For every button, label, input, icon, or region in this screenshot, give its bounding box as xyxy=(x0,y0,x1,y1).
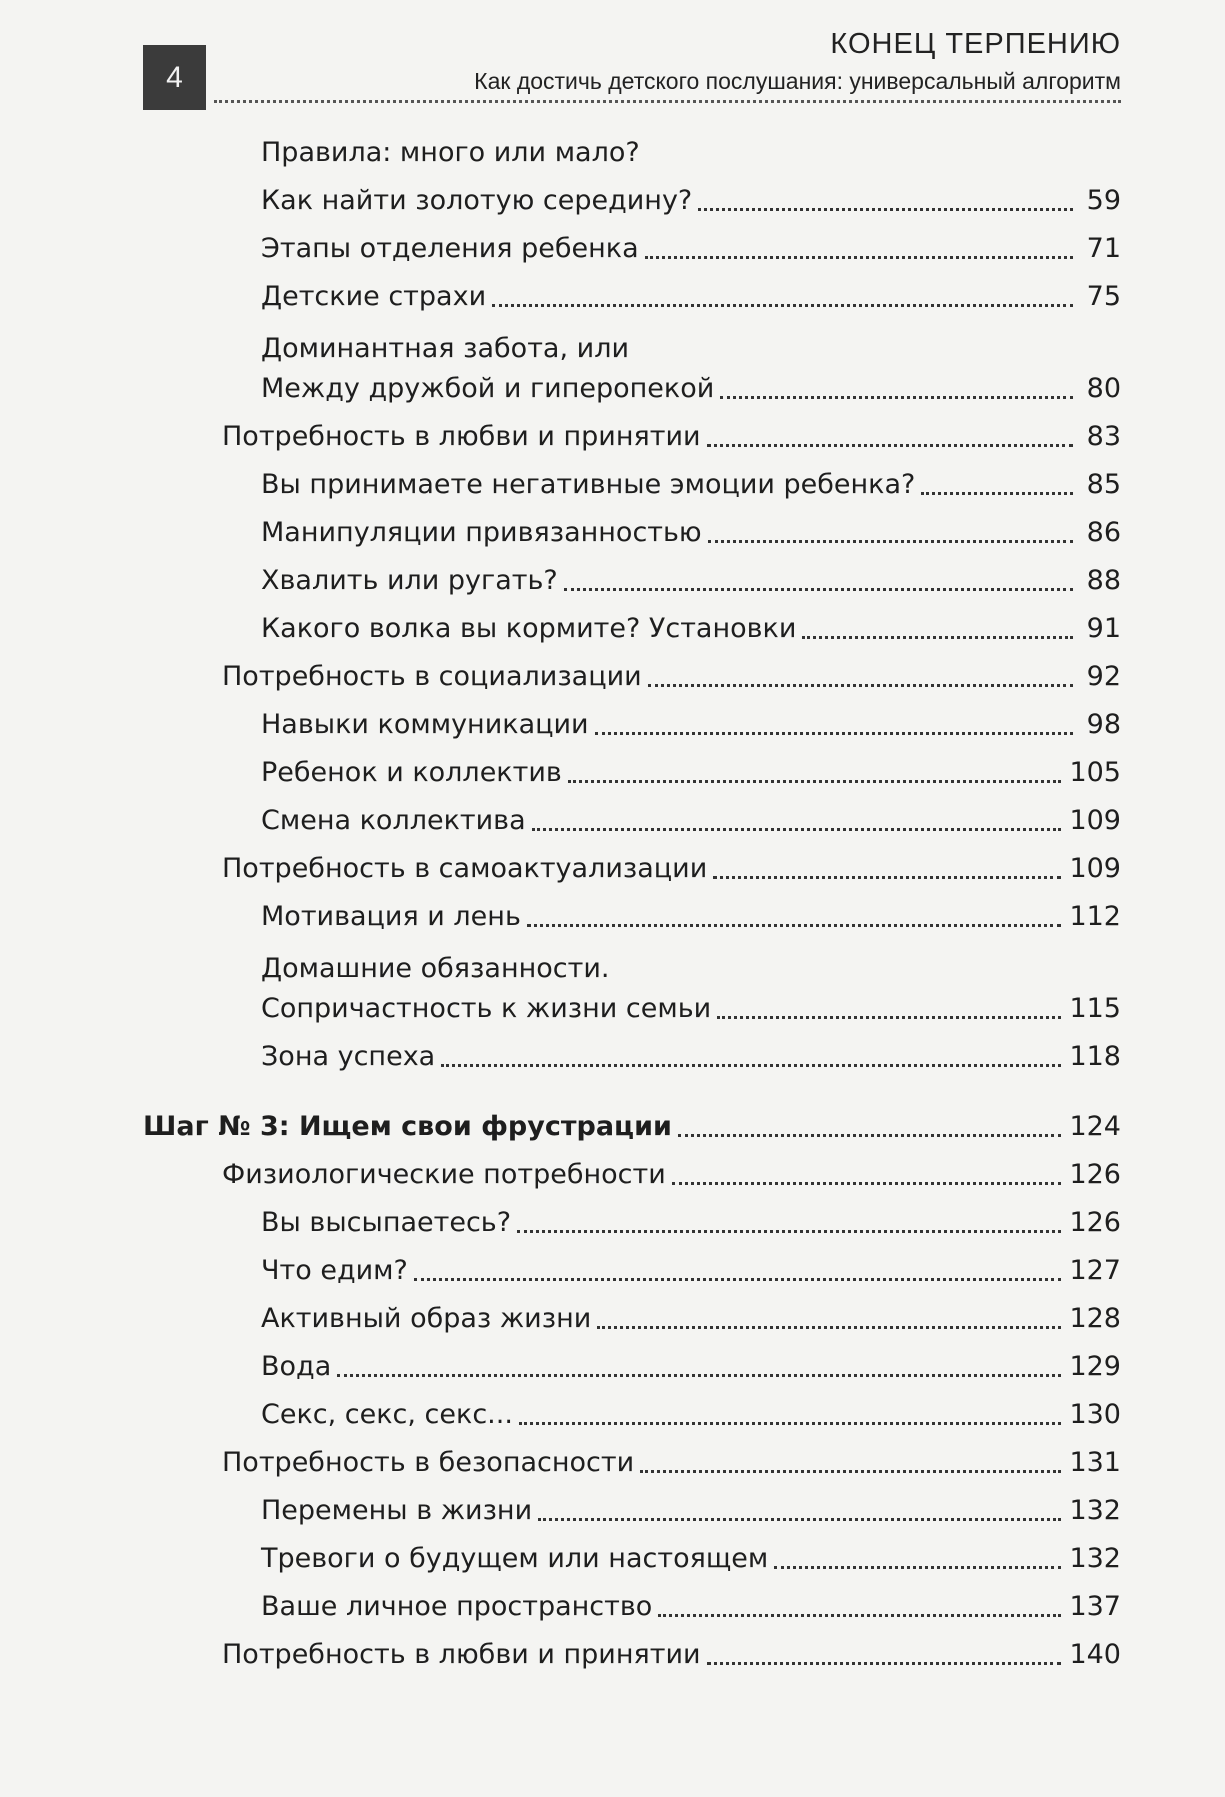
toc-entry-page: 98 xyxy=(1086,709,1121,740)
toc-entry xyxy=(143,1147,1121,1195)
toc-entry-page: 124 xyxy=(1069,1111,1121,1142)
toc-entry-title: Потребность в самоактуализации xyxy=(222,853,708,884)
toc-entry-title: Доминантная забота, или Между дружбой и гиперопекой xyxy=(261,333,715,404)
toc-dot-leader xyxy=(640,1470,1061,1473)
toc-dot-leader xyxy=(538,1518,1061,1521)
toc-entry xyxy=(143,1291,1121,1339)
toc-entry-title: Домашние обязанности. Сопричастность к жизни семьи xyxy=(261,953,712,1024)
toc-entry xyxy=(143,1579,1121,1627)
toc-entry xyxy=(143,1099,1121,1147)
toc-dot-leader xyxy=(595,732,1073,735)
toc-entry-page: 109 xyxy=(1069,805,1121,836)
toc-dot-leader xyxy=(337,1374,1061,1377)
toc-entry xyxy=(143,697,1121,745)
toc-entry-page: 115 xyxy=(1069,993,1121,1024)
toc-entry xyxy=(143,1435,1121,1483)
toc-entry-title: Детские страхи xyxy=(261,281,487,312)
toc-entry-title: Вода xyxy=(261,1351,332,1382)
toc-entry-page: 118 xyxy=(1069,1041,1121,1072)
toc-entry-title: Потребность в любви и принятии xyxy=(222,421,701,452)
toc-entry-title: Как найти золотую середину? xyxy=(261,185,693,216)
toc-dot-leader xyxy=(492,304,1073,307)
toc-entry-page: 83 xyxy=(1086,421,1121,452)
toc-dot-leader xyxy=(708,540,1073,543)
toc-entry-page: 91 xyxy=(1086,613,1121,644)
toc-entry-page: 86 xyxy=(1086,517,1121,548)
toc-entry-title: Хвалить или ругать? xyxy=(261,565,558,596)
toc-dot-leader xyxy=(568,780,1062,783)
toc-entry-page: 112 xyxy=(1069,901,1121,932)
running-title: КОНЕЦ ТЕРПЕНИЮ xyxy=(830,28,1121,60)
toc-entry-page: 129 xyxy=(1069,1351,1121,1382)
toc-entry-title: Потребность в любви и принятии xyxy=(222,1639,701,1670)
toc-dot-leader xyxy=(414,1278,1062,1281)
toc-entry xyxy=(143,889,1121,937)
toc-entry xyxy=(143,173,1121,221)
toc-entry-page: 132 xyxy=(1069,1495,1121,1526)
toc-dot-leader xyxy=(707,1662,1062,1665)
toc-entry xyxy=(143,937,1121,1029)
toc-entry xyxy=(143,457,1121,505)
toc-entry-page: 137 xyxy=(1069,1591,1121,1622)
toc-entry xyxy=(143,269,1121,317)
toc-entry-title: Потребность в безопасности xyxy=(222,1447,635,1478)
toc-entry-title: Что едим? xyxy=(261,1255,408,1286)
running-subtitle: Как достичь детского послушания: универсальный алгоритм xyxy=(474,68,1121,94)
toc-entry-title: Ваше личное пространство xyxy=(261,1591,653,1622)
toc-entry-page: 105 xyxy=(1069,757,1121,788)
toc-dot-leader xyxy=(672,1182,1062,1185)
toc-entry xyxy=(143,1195,1121,1243)
toc-dot-leader xyxy=(698,208,1073,211)
toc-entry-page: 131 xyxy=(1069,1447,1121,1478)
toc-dot-leader xyxy=(774,1566,1061,1569)
toc-entry-page: 80 xyxy=(1086,373,1121,404)
toc-entry-title: Ребенок и коллектив xyxy=(261,757,562,788)
header-dotted-rule xyxy=(214,100,1121,103)
toc-dot-leader xyxy=(802,636,1073,639)
toc-entry xyxy=(143,1627,1121,1675)
table-of-contents xyxy=(143,125,1121,1675)
toc-dot-leader xyxy=(645,256,1073,259)
toc-entry xyxy=(143,649,1121,697)
toc-dot-leader xyxy=(532,828,1062,831)
toc-dot-leader xyxy=(648,684,1073,687)
toc-dot-leader xyxy=(678,1134,1062,1137)
toc-entry xyxy=(143,793,1121,841)
toc-entry-title: Шаг № 3: Ищем свои фрустрации xyxy=(143,1111,672,1142)
toc-entry xyxy=(143,1029,1121,1077)
toc-dot-leader xyxy=(658,1614,1061,1617)
toc-entry-page: 109 xyxy=(1069,853,1121,884)
toc-dot-leader xyxy=(517,1230,1061,1233)
toc-dot-leader xyxy=(519,1422,1062,1425)
toc-entry-title: Потребность в социализации xyxy=(222,661,642,692)
toc-entry-page: 128 xyxy=(1069,1303,1121,1334)
toc-entry xyxy=(143,841,1121,889)
toc-entry-title: Какого волка вы кормите? Установки xyxy=(261,613,797,644)
page-number: 4 xyxy=(166,60,183,94)
toc-entry-page: 85 xyxy=(1086,469,1121,500)
page-number-box xyxy=(143,45,206,110)
toc-entry-title: Мотивация и лень xyxy=(261,901,521,932)
toc-entry-page: 127 xyxy=(1069,1255,1121,1286)
toc-entry xyxy=(143,745,1121,793)
toc-entry-title: Навыки коммуникации xyxy=(261,709,589,740)
toc-entry-title: Активный образ жизни xyxy=(261,1303,592,1334)
toc-entry-title: Физиологические потребности xyxy=(222,1159,666,1190)
toc-dot-leader xyxy=(527,924,1062,927)
toc-entry-title: Смена коллектива xyxy=(261,805,526,836)
toc-entry-title: Зона успеха xyxy=(261,1041,436,1072)
toc-entry-page: 126 xyxy=(1069,1207,1121,1238)
toc-entry-page: 130 xyxy=(1069,1399,1121,1430)
toc-dot-leader xyxy=(921,492,1073,495)
toc-entry-title: Вы принимаете негативные эмоции ребенка? xyxy=(261,469,916,500)
toc-dot-leader xyxy=(707,444,1073,447)
toc-entry-page: 59 xyxy=(1086,185,1121,216)
toc-entry-title: Этапы отделения ребенка xyxy=(261,233,639,264)
toc-entry-title: Манипуляции привязанностью xyxy=(261,517,702,548)
toc-dot-leader xyxy=(597,1326,1061,1329)
toc-entry-page: 71 xyxy=(1086,233,1121,264)
toc-entry-title: Правила: много или мало? xyxy=(261,137,640,168)
toc-entry-title: Тревоги о будущем или настоящем xyxy=(261,1543,769,1574)
toc-entry xyxy=(143,1243,1121,1291)
toc-entry xyxy=(143,409,1121,457)
toc-entry-page: 132 xyxy=(1069,1543,1121,1574)
toc-entry-title: Вы высыпаетесь? xyxy=(261,1207,512,1238)
toc-entry-page: 140 xyxy=(1069,1639,1121,1670)
toc-entry-title: Секс, секс, секс... xyxy=(261,1399,513,1430)
toc-entry xyxy=(143,317,1121,409)
toc-entry xyxy=(143,1531,1121,1579)
toc-dot-leader xyxy=(717,1016,1061,1019)
toc-entry xyxy=(143,221,1121,269)
toc-entry-page: 88 xyxy=(1086,565,1121,596)
toc-entry-page: 75 xyxy=(1086,281,1121,312)
toc-dot-leader xyxy=(564,588,1073,591)
toc-entry-page: 92 xyxy=(1086,661,1121,692)
toc-entry-title: Перемены в жизни xyxy=(261,1495,533,1526)
toc-entry-page: 126 xyxy=(1069,1159,1121,1190)
toc-entry xyxy=(143,553,1121,601)
toc-dot-leader xyxy=(720,396,1073,399)
toc-dot-leader xyxy=(713,876,1061,879)
toc-entry xyxy=(143,601,1121,649)
toc-entry xyxy=(143,505,1121,553)
toc-entry xyxy=(143,1387,1121,1435)
toc-entry xyxy=(143,1339,1121,1387)
toc-entry xyxy=(143,1483,1121,1531)
toc-dot-leader xyxy=(441,1064,1061,1067)
toc-entry xyxy=(143,125,1121,173)
